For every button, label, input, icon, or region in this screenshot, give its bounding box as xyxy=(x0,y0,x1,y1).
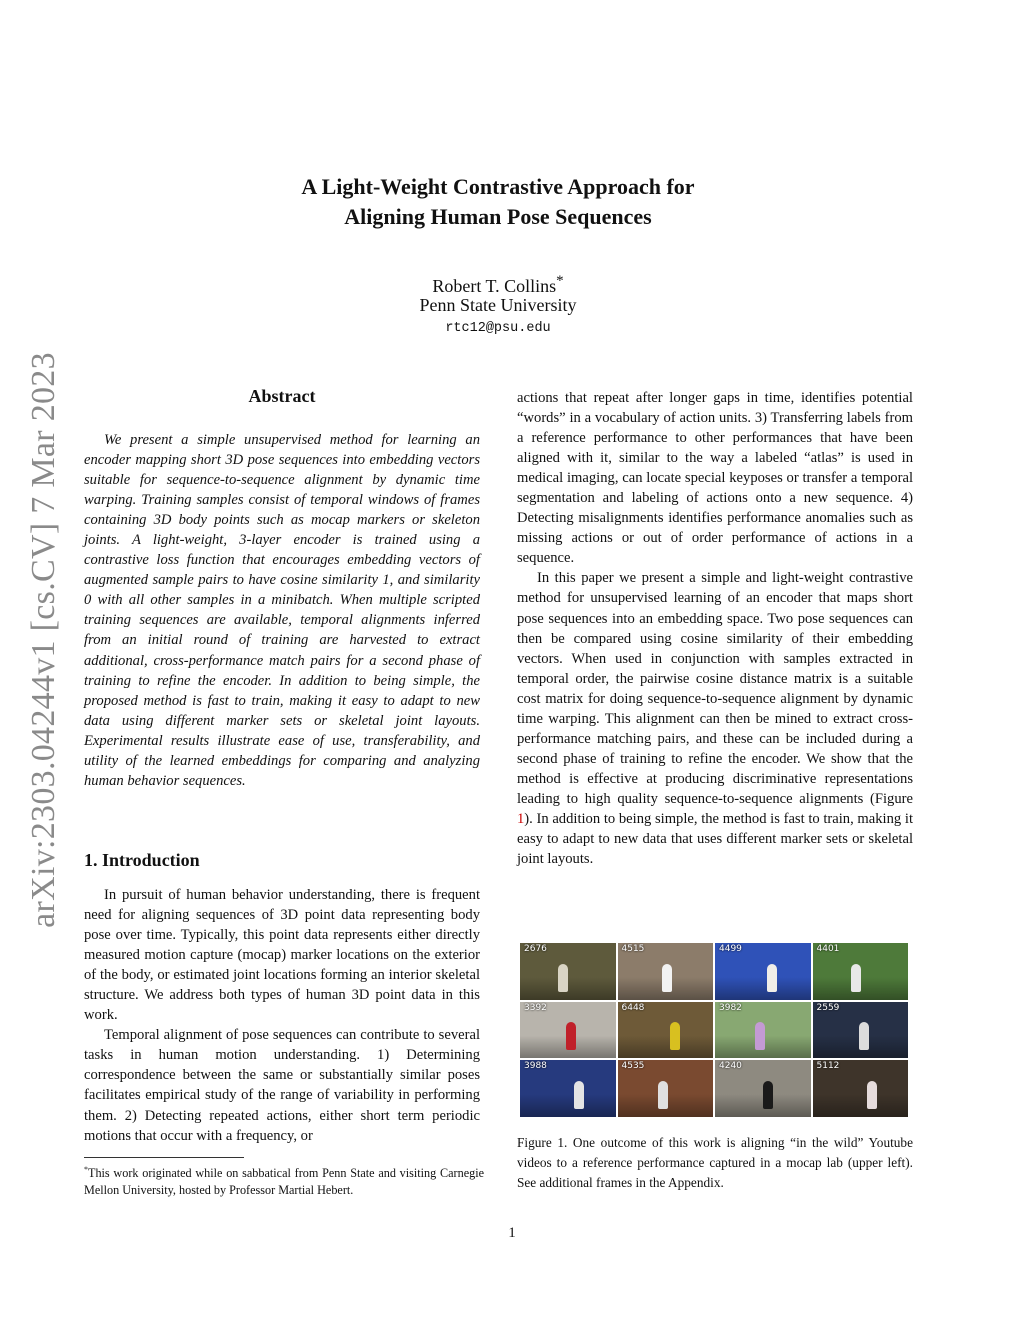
author-email: rtc12@psu.edu xyxy=(445,321,551,336)
author-footnote-mark: * xyxy=(556,273,564,289)
performer-figure xyxy=(867,1081,877,1109)
right-paragraph-1: actions that repeat after longer gaps in time, identifies potential “words” in a vocabulary of action units. 3) Transferring labels from a reference performance to other performances that have been aligned with it, similar to the way a labeled “atlas” is used in medical imaging, can locate special keyposes or transfer a temporal segmentation and labeling of actions onto a new sequence. 4) Detecting misalignments identifies performance anomalies such as missing actions or out of order performance of actions in a sequence. xyxy=(517,390,913,567)
introduction-left-column xyxy=(84,885,480,1146)
figure-1-image-grid xyxy=(520,943,908,1117)
video-frame xyxy=(618,1002,714,1059)
video-frame xyxy=(520,1002,616,1059)
performer-figure xyxy=(767,964,777,992)
footnote-mark: * xyxy=(84,1165,88,1174)
performer-figure xyxy=(566,1022,576,1050)
performer-figure xyxy=(755,1022,765,1050)
page-number: 1 xyxy=(508,1225,516,1241)
video-frame xyxy=(715,1002,811,1059)
intro-paragraph-1: In pursuit of human behavior understanding, there is frequent need for aligning sequences of 3D point data representing body pose over time. Typically, this point data represents either directly measured motion capture (mocap) marker locations on the exterior of the body, or estimated joint locations forming an interior skeletal structure. We address both types of human 3D point data in this work. xyxy=(84,887,480,1024)
frame-number-label: 4240 xyxy=(719,1061,742,1072)
video-frame xyxy=(520,1060,616,1117)
video-frame xyxy=(618,943,714,1000)
video-frame xyxy=(715,943,811,1000)
performer-figure xyxy=(670,1022,680,1050)
video-frame xyxy=(813,1002,909,1059)
introduction-heading: 1. Introduction xyxy=(84,850,200,870)
performer-figure xyxy=(763,1081,773,1109)
abstract-text: We present a simple unsupervised method for learning an encoder mapping short 3D pose sequences into embedding vectors suitable for sequence-to-sequence alignment by dynamic time warping. Training samples consist of temporal windows of frames containing 3D body points such as mocap markers or skeleton joints. A light-weight, 3-layer encoder is trained using a contrastive loss function that encourages embedding vectors of augmented sample pairs to have cosine similarity 1, and similarity 0 with all other samples in a minibatch. When multiple scripted training sequences are available, temporal alignments inferred from an initial round of training are harvested to extract additional, cross-performance match pairs for a second phase of training to refine the encoder. In addition to being simple, the proposed method is fast to train, making it easy to adapt to new data using different marker sets or skeletal joint layouts. Experimental results illustrate ease of use, transferability, and utility of the learned embeddings for comparing and analyzing human behavior sequences. xyxy=(84,432,480,789)
figure-1-reference-link[interactable]: 1 xyxy=(517,810,525,827)
author-affiliation: Penn State University xyxy=(419,295,577,315)
frame-number-label: 2676 xyxy=(524,944,547,954)
performer-figure xyxy=(574,1081,584,1109)
figure-1-caption: Figure 1. One outcome of this work is aligning “in the wild” Youtube videos to a reference performance captured in a mocap lab (upper left). See additional frames in the Appendix. xyxy=(517,1135,913,1190)
video-frame xyxy=(813,943,909,1000)
video-frame xyxy=(520,943,616,1000)
video-frame xyxy=(618,1060,714,1117)
footnote xyxy=(84,1162,484,1198)
frame-number-label: 3988 xyxy=(524,1061,547,1072)
performer-figure xyxy=(558,964,568,992)
frame-number-label: 4401 xyxy=(816,944,840,954)
frame-number-label: 2559 xyxy=(816,1002,840,1013)
performer-figure xyxy=(658,1081,668,1109)
frame-number-label: 5112 xyxy=(816,1061,840,1072)
footnote-text: This work originated while on sabbatical from Penn State and visiting Carnegie Mellon University, hosted by Professor Martial Hebert. xyxy=(84,1166,484,1197)
frame-number-label: 4515 xyxy=(621,944,645,954)
right-paragraph-2-part-a: In this paper we present a simple and light-weight contrastive method for unsupervised learning of an encoder that maps short pose sequences into an embedding space. Two pose sequences can then be compared using cosine similarity of their embedding vectors. When used in conjunction with samples extracted in temporal order, the pairwise cosine distance matrix is a suitable cost matrix for doing sequence-to-sequence alignment by dynamic time warping. This alignment can then be mined to extract cross-performance matching pairs, and these can be included during a second phase of training to refine the encoder. We show that the method is effective at producing discriminative representations leading to high quality sequence-to-sequence alignments (Figure xyxy=(517,570,913,807)
frame-number-label: 4499 xyxy=(719,944,742,954)
frame-number-label: 6448 xyxy=(621,1002,645,1013)
right-column-text xyxy=(517,388,913,869)
performer-figure xyxy=(851,964,861,992)
title-line-2: Aligning Human Pose Sequences xyxy=(344,204,652,229)
arxiv-identifier: arXiv:2303.04244v1 [cs.CV] 7 Mar 2023 xyxy=(25,352,62,928)
intro-paragraph-2: Temporal alignment of pose sequences can contribute to several tasks in human motion understanding. 1) Determining correspondence between the same or substantially similar poses facilitates empirical study of the range of variability in performing them. 2) Detecting repeated actions, either short term periodic motions that occur with a frequency, or xyxy=(84,1027,480,1144)
right-paragraph-2 xyxy=(517,568,913,869)
performer-figure xyxy=(662,964,672,992)
frame-number-label: 4535 xyxy=(621,1061,645,1072)
abstract-heading: Abstract xyxy=(248,386,316,406)
frame-number-label: 3982 xyxy=(719,1002,742,1013)
video-frame xyxy=(813,1060,909,1117)
footnote-divider xyxy=(84,1157,244,1158)
right-paragraph-2-part-b: ). In addition to being simple, the method is fast to train, making it easy to adapt to new data that uses different marker sets or skeletal joint layouts. xyxy=(517,810,913,868)
video-frame xyxy=(715,1060,811,1117)
performer-figure xyxy=(859,1022,869,1050)
frame-number-label: 3392 xyxy=(524,1002,547,1013)
author-name-text: Robert T. Collins xyxy=(432,276,557,296)
paper-title xyxy=(200,172,796,232)
title-line-1: A Light-Weight Contrastive Approach for xyxy=(301,174,695,199)
